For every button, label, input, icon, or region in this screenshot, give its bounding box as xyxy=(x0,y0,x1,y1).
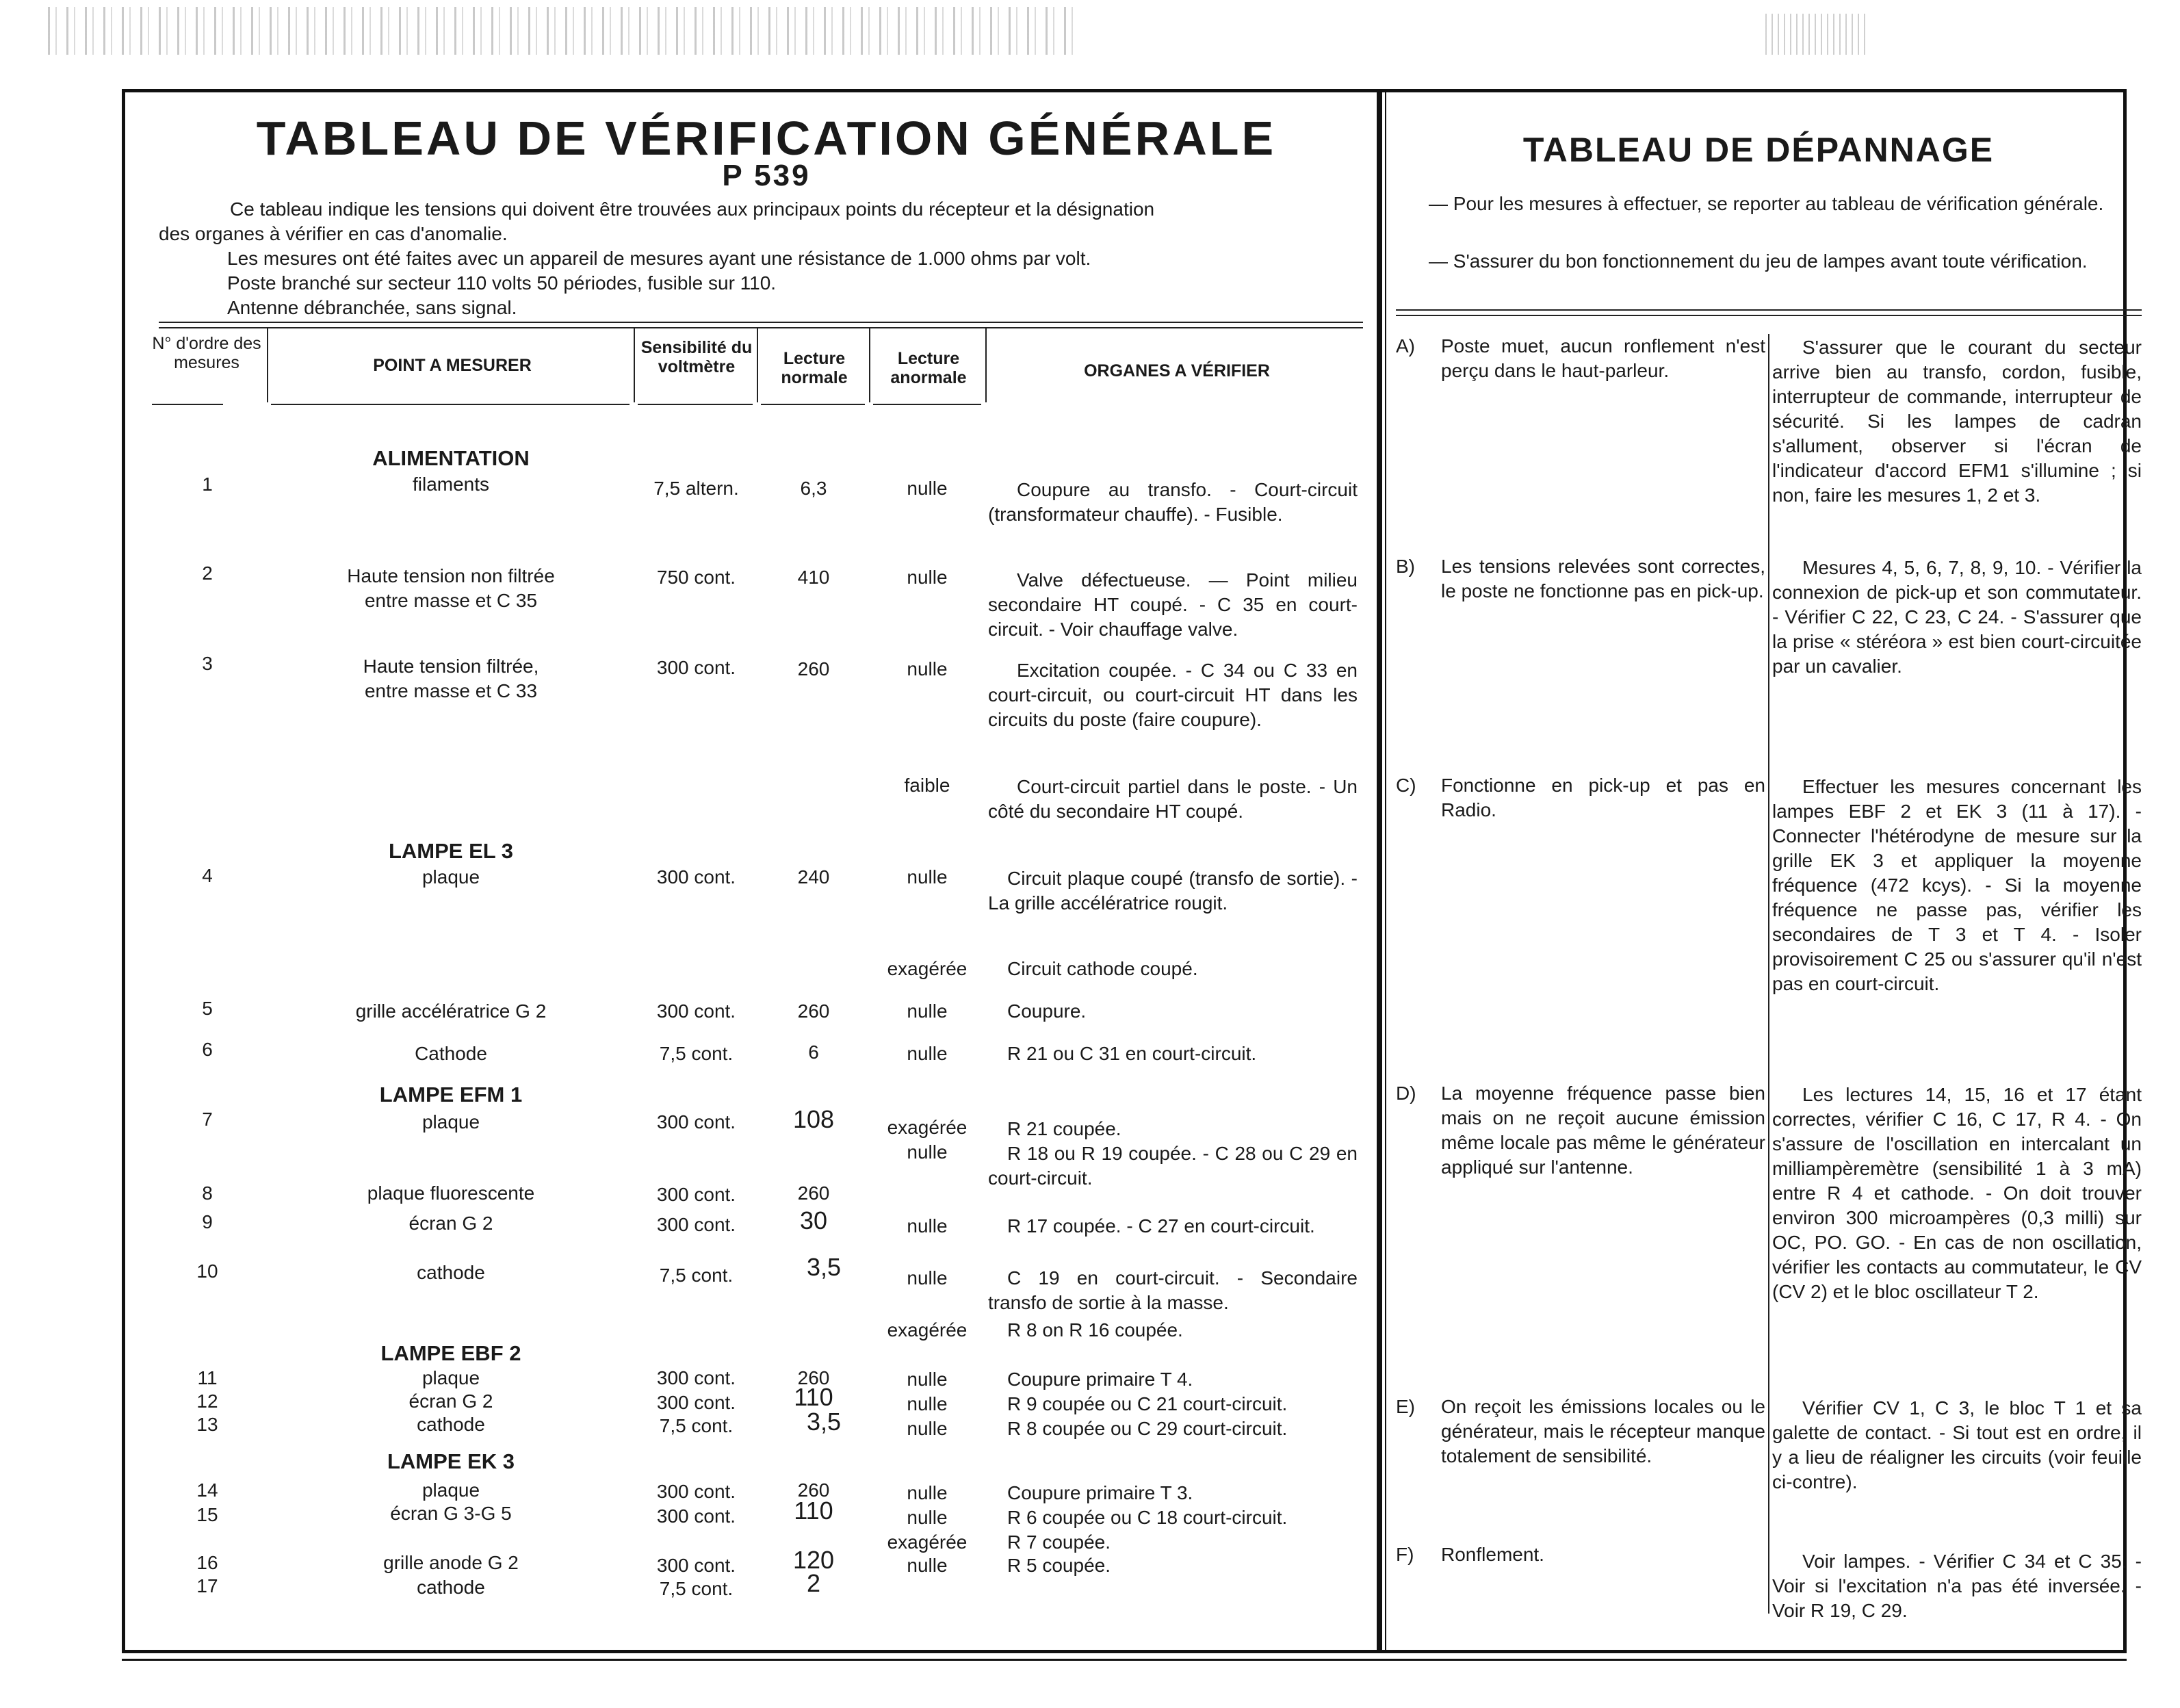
remedy-b: Mesures 4, 5, 6, 7, 8, 9, 10. - Vérifier la connexion de pick-up et son commutateur. - Vérifier C 22, C 23, C 24. - S'assurer que la prise « stéréora » est bien court-circuitée par un cavalier. xyxy=(1772,557,2142,677)
table-cell-num: 3 xyxy=(202,653,213,674)
case-symptom: Ronflement. xyxy=(1441,1544,1544,1565)
remedy-c: Effectuer les mesures concernant les lampes EBF 2 et EK 3 (11 à 17). - Connecter l'hétérodyne de mesure sur la grille EK 3 et appliquer la moyenne fréquence (472 kcys). - Si la moyenne fréquence ne passe pas, vérifier les secondaires de T 3 et T 4. - Isoler provisoirement C 25 ou s'assurer qu'il n'est pas en court-circuit. xyxy=(1772,776,2142,994)
section-heading-depannage: TABLEAU DE DÉPANNAGE xyxy=(1522,131,1995,169)
table-cell-num: 8 xyxy=(202,1182,213,1204)
case-symptom: Poste muet, aucun ronflement n'est perçu dans le haut-parleur. xyxy=(1441,335,1765,381)
table-cell-organes: Coupure primaire T 4. xyxy=(1007,1369,1193,1390)
table-cell-normal: 410 xyxy=(797,567,830,588)
table-cell-num: 10 xyxy=(196,1260,218,1282)
table-cell-num: 2 xyxy=(202,562,213,584)
case-key: E) xyxy=(1396,1396,1415,1417)
table-cell-num: 13 xyxy=(196,1414,218,1435)
table-cell-num: 14 xyxy=(196,1479,218,1501)
table-cell-point: cathode xyxy=(417,1414,485,1435)
table-cell-organes: R 7 coupée. xyxy=(1007,1531,1111,1553)
table-cell-anormal: exagérée xyxy=(887,1531,968,1553)
column-separator xyxy=(1768,334,1769,1614)
table-cell-anormal: nulle xyxy=(907,1267,948,1289)
table-cell-point: plaque xyxy=(421,1111,480,1133)
table-cell-organes: Coupure primaire T 3. xyxy=(1007,1482,1193,1503)
table-cell-sens: 300 cont. xyxy=(656,1111,736,1133)
table-cell-sens: 300 cont. xyxy=(656,1000,736,1022)
table-cell-sens: 300 cont. xyxy=(656,1505,736,1527)
table-cell-organes: Coupure au transfo. - Court-circuit (transformateur chauffe). - Fusible. xyxy=(988,479,1358,525)
table-cell-organes: Circuit cathode coupé. xyxy=(1007,958,1198,979)
table-cell-organes: R 6 coupée ou C 18 court-circuit. xyxy=(1007,1507,1288,1528)
table-cell-anormal: nulle xyxy=(907,1482,948,1503)
symptom-c xyxy=(1396,773,1765,823)
table-cell-sens: 750 cont. xyxy=(656,567,736,588)
symptom-a xyxy=(1396,334,1765,383)
col-header-anormal: Lecture anormale xyxy=(890,349,967,387)
table-cell-sens: 7,5 cont. xyxy=(659,1043,734,1064)
table-cell-normal: 260 xyxy=(797,1000,830,1022)
col-header-normal: Lecture normale xyxy=(781,349,848,387)
table-cell-num: 4 xyxy=(202,865,213,886)
header-rule xyxy=(1396,309,2142,311)
table-cell-sens: 300 cont. xyxy=(656,1555,736,1576)
table-cell-organes: R 9 coupée ou C 21 court-circuit. xyxy=(1007,1393,1288,1414)
col-header-num: N° d'ordre des mesures xyxy=(152,334,261,372)
table-cell-organes: R 21 coupée. xyxy=(1007,1118,1121,1139)
table-cell-organes: R 17 coupée. - C 27 en court-circuit. xyxy=(1007,1215,1315,1237)
case-symptom: Fonctionne en pick-up et pas en Radio. xyxy=(1441,775,1765,820)
table-cell-anormal: nulle xyxy=(907,1000,948,1022)
table-cell-anormal: nulle xyxy=(907,478,948,499)
table-cell-sens: 7,5 cont. xyxy=(659,1578,734,1599)
table-cell-anormal: nulle xyxy=(907,658,948,680)
table-cell-anormal: nulle xyxy=(907,567,948,588)
section-title: LAMPE EK 3 xyxy=(387,1449,515,1473)
model-number: P 539 xyxy=(722,159,811,192)
case-symptom: La moyenne fréquence passe bien mais on ne reçoit aucune émission même locale pas même le générateur appliqué sur l'antenne. xyxy=(1441,1083,1765,1178)
table-cell-num: 11 xyxy=(197,1367,218,1388)
table-cell-normal: 2 xyxy=(806,1569,821,1597)
table-cell-anormal: exagérée xyxy=(887,1117,968,1138)
table-cell-normal: 260 xyxy=(797,1479,830,1501)
table-cell-num: 17 xyxy=(196,1575,218,1596)
table-cell-organes: Coupure. xyxy=(1007,1000,1087,1022)
table-cell-organes: R 8 coupée ou C 29 court-circuit. xyxy=(1007,1418,1288,1439)
table-cell-point: cathode xyxy=(417,1262,485,1283)
table-cell-anormal: exagérée xyxy=(887,1319,968,1341)
table-cell-normal: 3,5 xyxy=(806,1253,842,1281)
table-cell-anormal: faible xyxy=(904,775,950,796)
table-cell-normal: 6 xyxy=(808,1041,819,1063)
remedy-f: Voir lampes. - Vérifier C 34 et C 35. - Voir si l'excitation n'a pas été inversée. - Voir R 19, C 29. xyxy=(1772,1551,2142,1621)
section-title: LAMPE EL 3 xyxy=(388,839,514,863)
case-key: D) xyxy=(1396,1083,1416,1104)
table-cell-normal: 110 xyxy=(794,1497,833,1525)
table-cell-num: 6 xyxy=(202,1039,213,1060)
depannage-intro: — S'assurer du bon fonctionnement du jeu de lampes avant toute vérification. xyxy=(1429,250,2088,272)
table-cell-organes: Court-circuit partiel dans le poste. - Un côté du secondaire HT coupé. xyxy=(988,776,1358,822)
symptom-d xyxy=(1396,1081,1765,1180)
intro-line: Les mesures ont été faites avec un appareil de mesures ayant une résistance de 1.000 ohms par volt. xyxy=(227,248,1091,269)
table-cell-anormal: nulle xyxy=(907,1369,948,1390)
table-cell-sens: 7,5 cont. xyxy=(659,1265,734,1286)
table-cell-point: plaque xyxy=(421,1367,480,1388)
table-cell-num: 5 xyxy=(202,998,213,1019)
header-rule xyxy=(1396,315,2142,316)
table-cell-organes: Valve défectueuse. — Point milieu secondaire HT coupé. - C 35 en court-circuit. - Voir chauffage valve. xyxy=(988,569,1358,640)
table-cell-sens: 300 cont. xyxy=(656,866,736,888)
table-cell-organes: Circuit plaque coupé (transfo de sortie). - La grille accélératrice rougit. xyxy=(988,868,1358,914)
table-cell-sens: 300 cont. xyxy=(656,1392,736,1413)
table-cell-point: grille accélératrice G 2 xyxy=(355,1000,547,1022)
case-key: F) xyxy=(1396,1544,1414,1565)
case-key: B) xyxy=(1396,556,1415,577)
table-cell-point: écran G 2 xyxy=(408,1390,493,1412)
table-cell-organes: R 21 ou C 31 en court-circuit. xyxy=(1007,1043,1257,1064)
table-cell-sens: 300 cont. xyxy=(656,1481,736,1502)
table-cell-normal: 240 xyxy=(797,866,830,888)
table-cell-point: écran G 3-G 5 xyxy=(390,1503,512,1524)
table-cell-point: Haute tension filtrée, entre masse et C 33 xyxy=(363,656,539,701)
table-cell-point: filaments xyxy=(412,474,490,495)
intro-line: des organes à vérifier en cas d'anomalie. xyxy=(159,223,508,244)
table-cell-point: plaque xyxy=(421,866,480,888)
table-cell-num: 7 xyxy=(202,1109,213,1130)
case-symptom: Les tensions relevées sont correctes, le poste ne fonctionne pas en pick-up. xyxy=(1441,556,1765,601)
table-cell-num: 9 xyxy=(202,1211,213,1232)
table-cell-sens: 300 cont. xyxy=(656,1367,736,1388)
table-cell-anormal: nulle xyxy=(907,1141,948,1163)
table-cell-sens: 300 cont. xyxy=(656,657,736,678)
case-key: C) xyxy=(1396,775,1416,796)
table-cell-normal: 120 xyxy=(792,1546,835,1574)
table-cell-point: plaque xyxy=(421,1479,480,1501)
col-header-sens: Sensibilité du voltmètre xyxy=(640,338,753,376)
symptom-e xyxy=(1396,1395,1765,1468)
table-cell-organes: Excitation coupée. - C 34 ou C 33 en court-circuit, ou court-circuit HT dans les circuits du poste (faire coupure). xyxy=(988,660,1358,730)
table-cell-point: plaque fluorescente xyxy=(367,1182,535,1204)
section-title: ALIMENTATION xyxy=(372,446,530,470)
intro-line: Antenne débranchée, sans signal. xyxy=(227,297,517,318)
table-cell-organes: C 19 en court-circuit. - Secondaire transfo de sortie à la masse. xyxy=(988,1267,1358,1313)
table-cell-num: 12 xyxy=(196,1390,218,1412)
table-cell-organes: R 8 on R 16 coupée. xyxy=(1007,1319,1183,1341)
depannage-intro: — Pour les mesures à effectuer, se reporter au tableau de vérification générale. xyxy=(1429,193,2104,214)
table-cell-num: 15 xyxy=(196,1504,218,1525)
table-cell-point: écran G 2 xyxy=(408,1213,493,1234)
table-cell-point: grille anode G 2 xyxy=(383,1552,519,1573)
table-cell-normal: 260 xyxy=(797,1182,830,1204)
table-cell-organes: R 5 coupée. xyxy=(1007,1555,1111,1576)
table-cell-normal: 260 xyxy=(797,1367,830,1388)
table-cell-normal: 3,5 xyxy=(806,1408,842,1436)
table-cell-anormal: exagérée xyxy=(887,958,968,979)
section-title: LAMPE EFM 1 xyxy=(379,1083,523,1107)
symptom-f xyxy=(1396,1542,1765,1567)
section-title: LAMPE EBF 2 xyxy=(380,1341,521,1365)
intro-line: Poste branché sur secteur 110 volts 50 périodes, fusible sur 110. xyxy=(227,272,777,294)
table-cell-point: Haute tension non filtrée entre masse et C 35 xyxy=(347,565,555,611)
table-cell-point: Cathode xyxy=(415,1043,487,1064)
table-cell-num: 1 xyxy=(202,474,213,495)
col-header-organes: ORGANES A VÉRIFIER xyxy=(1084,361,1270,380)
table-cell-anormal: nulle xyxy=(907,1393,948,1414)
table-cell-num: 16 xyxy=(196,1552,218,1573)
remedy-a: S'assurer que le courant du secteur arrive bien au transfo, cordon, fusible, interrupteur de commande, interrupteur de sécurité. Si les lampes de cadran s'allument, observer si l'écran de l'indicateur d'accord EFM1 s'illumine ; si non, faire les mesures 1, 2 et 3. xyxy=(1772,337,2142,506)
table-cell-sens: 7,5 altern. xyxy=(653,478,739,499)
table-cell-organes: R 18 ou R 19 coupée. - C 28 ou C 29 en court-circuit. xyxy=(988,1143,1358,1189)
table-cell-point: cathode xyxy=(417,1577,485,1598)
table-cell-anormal: nulle xyxy=(907,1043,948,1064)
table-cell-sens: 300 cont. xyxy=(656,1214,736,1235)
table-cell-anormal: nulle xyxy=(907,1555,948,1576)
table-cell-normal: 30 xyxy=(799,1206,828,1234)
symptom-b xyxy=(1396,554,1765,604)
table-cell-anormal: nulle xyxy=(907,866,948,888)
page-title: TABLEAU DE VÉRIFICATION GÉNÉRALE xyxy=(256,112,1277,165)
table-cell-normal: 6,3 xyxy=(800,478,827,499)
case-symptom: On reçoit les émissions locales ou le générateur, mais le récepteur manque totalement de sensibilité. xyxy=(1441,1396,1765,1466)
table-cell-normal: 108 xyxy=(792,1105,835,1133)
table-cell-sens: 300 cont. xyxy=(656,1184,736,1205)
table-cell-anormal: nulle xyxy=(907,1507,948,1528)
remedy-e: Vérifier CV 1, C 3, le bloc T 1 et sa galette de contact. - Si tout est en ordre, il y a lieu de réaligner les circuits (voir feuille ci-contre). xyxy=(1772,1397,2142,1492)
table-cell-anormal: nulle xyxy=(907,1418,948,1439)
intro-line: Ce tableau indique les tensions qui doivent être trouvées aux principaux points du récepteur et la désignation xyxy=(230,198,1155,220)
remedy-d: Les lectures 14, 15, 16 et 17 étant correctes, vérifier C 16, C 17, R 4. - On s'assure de l'oscillation en intercalant un milliampèremètre (sensibilité 1 à 3 mA) entre R 4 et cathode. - On doit trouver environ 300 microampères (0,3 milli) sur OC, PO. GO. - En cas de non oscillation, vérifier les contacts au commutateur, le CV (CV 2) et le bloc oscillateur T 2. xyxy=(1772,1084,2142,1302)
case-key: A) xyxy=(1396,335,1415,357)
table-cell-sens: 7,5 cont. xyxy=(659,1415,734,1436)
table-cell-normal: 110 xyxy=(794,1383,833,1411)
table-cell-anormal: nulle xyxy=(907,1215,948,1237)
col-header-point: POINT A MESURER xyxy=(373,356,532,375)
table-cell-normal: 260 xyxy=(797,658,830,680)
